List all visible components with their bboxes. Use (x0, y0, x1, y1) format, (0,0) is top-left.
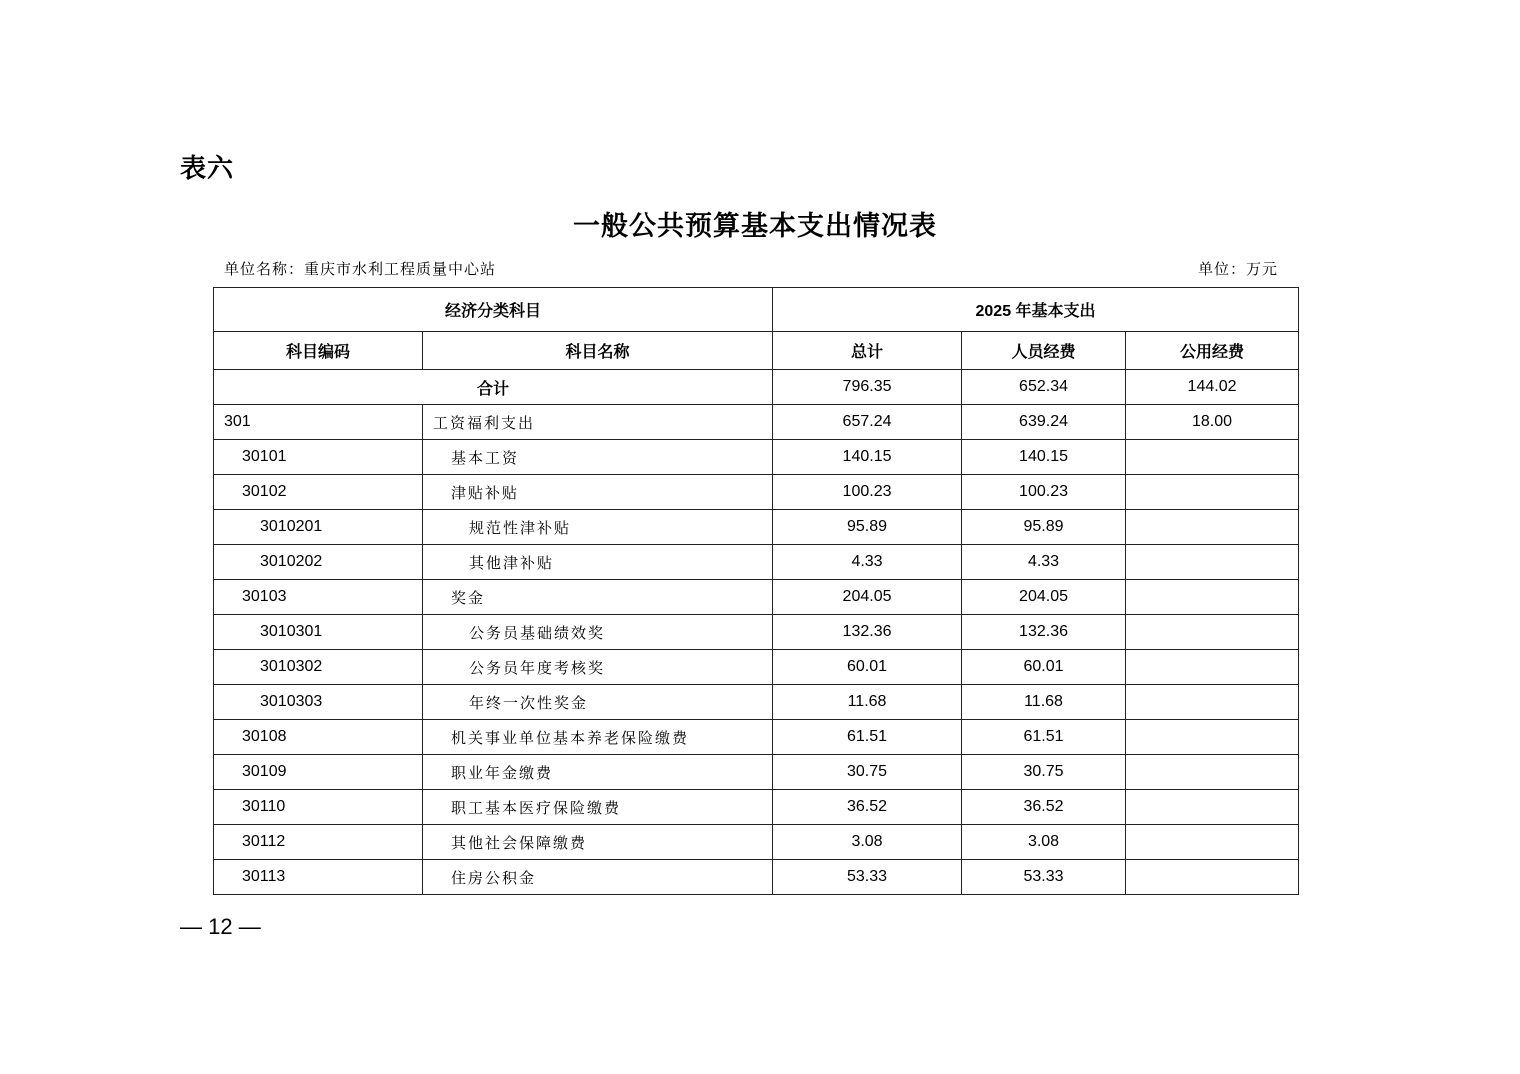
total-personnel: 652.34 (962, 370, 1126, 405)
row-code: 3010202 (214, 545, 423, 580)
row-personnel: 11.68 (962, 685, 1126, 720)
row-personnel: 30.75 (962, 755, 1126, 790)
header-total: 总计 (773, 332, 962, 370)
row-name: 职工基本医疗保险缴费 (423, 790, 773, 825)
table-row (214, 405, 1299, 440)
row-total: 100.23 (773, 475, 962, 510)
row-code: 30109 (214, 755, 423, 790)
table-row (214, 790, 1299, 825)
table-row (214, 720, 1299, 755)
row-public (1126, 440, 1299, 475)
header-code: 科目编码 (214, 332, 423, 370)
table-row (214, 615, 1299, 650)
row-name: 其他津补贴 (423, 545, 773, 580)
row-personnel: 204.05 (962, 580, 1126, 615)
row-personnel: 132.36 (962, 615, 1126, 650)
row-total: 53.33 (773, 860, 962, 895)
row-personnel: 140.15 (962, 440, 1126, 475)
row-personnel: 3.08 (962, 825, 1126, 860)
row-code: 30112 (214, 825, 423, 860)
row-personnel: 639.24 (962, 405, 1126, 440)
row-name: 规范性津补贴 (423, 510, 773, 545)
row-public (1126, 510, 1299, 545)
row-total: 61.51 (773, 720, 962, 755)
table-row (214, 510, 1299, 545)
row-personnel: 100.23 (962, 475, 1126, 510)
row-code: 30108 (214, 720, 423, 755)
row-public (1126, 860, 1299, 895)
header-personnel: 人员经费 (962, 332, 1126, 370)
row-code: 301 (214, 405, 423, 440)
row-total: 11.68 (773, 685, 962, 720)
page-number: — 12 — (180, 914, 261, 939)
row-name: 机关事业单位基本养老保险缴费 (423, 720, 773, 755)
table-row (214, 860, 1299, 895)
row-code: 30101 (214, 440, 423, 475)
row-name: 公务员基础绩效奖 (423, 615, 773, 650)
page-title: 一般公共预算基本支出情况表 (573, 211, 937, 242)
header-basic-expenditure: 2025 年基本支出 (773, 288, 1299, 332)
row-public (1126, 650, 1299, 685)
total-label: 合计 (214, 370, 773, 405)
row-personnel: 4.33 (962, 545, 1126, 580)
header-row-group (214, 288, 1299, 332)
row-code: 3010303 (214, 685, 423, 720)
row-personnel: 36.52 (962, 790, 1126, 825)
unit-label: 单位：万元 (1198, 260, 1279, 278)
row-code: 3010301 (214, 615, 423, 650)
row-total: 95.89 (773, 510, 962, 545)
row-name: 职业年金缴费 (423, 755, 773, 790)
table-row (214, 685, 1299, 720)
row-code: 3010302 (214, 650, 423, 685)
row-name: 基本工资 (423, 440, 773, 475)
table-row (214, 545, 1299, 580)
row-total: 3.08 (773, 825, 962, 860)
row-name: 津贴补贴 (423, 475, 773, 510)
row-public (1126, 825, 1299, 860)
row-personnel: 95.89 (962, 510, 1126, 545)
row-total: 132.36 (773, 615, 962, 650)
row-code: 30102 (214, 475, 423, 510)
row-name: 奖金 (423, 580, 773, 615)
row-public (1126, 755, 1299, 790)
row-total: 657.24 (773, 405, 962, 440)
row-total: 36.52 (773, 790, 962, 825)
total-row (214, 370, 1299, 405)
row-name: 其他社会保障缴费 (423, 825, 773, 860)
row-public (1126, 790, 1299, 825)
row-name: 住房公积金 (423, 860, 773, 895)
table-row (214, 825, 1299, 860)
total-total: 796.35 (773, 370, 962, 405)
unit-name: 单位名称：重庆市水利工程质量中心站 (224, 260, 497, 278)
row-code: 30110 (214, 790, 423, 825)
row-public (1126, 615, 1299, 650)
row-public: 18.00 (1126, 405, 1299, 440)
row-name: 工资福利支出 (423, 405, 773, 440)
total-public: 144.02 (1126, 370, 1299, 405)
row-public (1126, 685, 1299, 720)
row-name: 公务员年度考核奖 (423, 650, 773, 685)
header-row-columns (214, 332, 1299, 370)
table-row (214, 580, 1299, 615)
row-personnel: 60.01 (962, 650, 1126, 685)
row-personnel: 53.33 (962, 860, 1126, 895)
row-public (1126, 580, 1299, 615)
header-public: 公用经费 (1126, 332, 1299, 370)
row-public (1126, 545, 1299, 580)
table-label: 表六 (180, 154, 235, 184)
row-code: 30113 (214, 860, 423, 895)
table-row (214, 650, 1299, 685)
row-total: 140.15 (773, 440, 962, 475)
row-total: 30.75 (773, 755, 962, 790)
row-name: 年终一次性奖金 (423, 685, 773, 720)
header-name: 科目名称 (423, 332, 773, 370)
row-code: 3010201 (214, 510, 423, 545)
table-row (214, 755, 1299, 790)
row-total: 4.33 (773, 545, 962, 580)
budget-table (213, 287, 1299, 895)
row-public (1126, 720, 1299, 755)
row-code: 30103 (214, 580, 423, 615)
row-public (1126, 475, 1299, 510)
table-row (214, 440, 1299, 475)
header-economic-category: 经济分类科目 (214, 288, 773, 332)
table-row (214, 475, 1299, 510)
row-total: 60.01 (773, 650, 962, 685)
row-total: 204.05 (773, 580, 962, 615)
row-personnel: 61.51 (962, 720, 1126, 755)
